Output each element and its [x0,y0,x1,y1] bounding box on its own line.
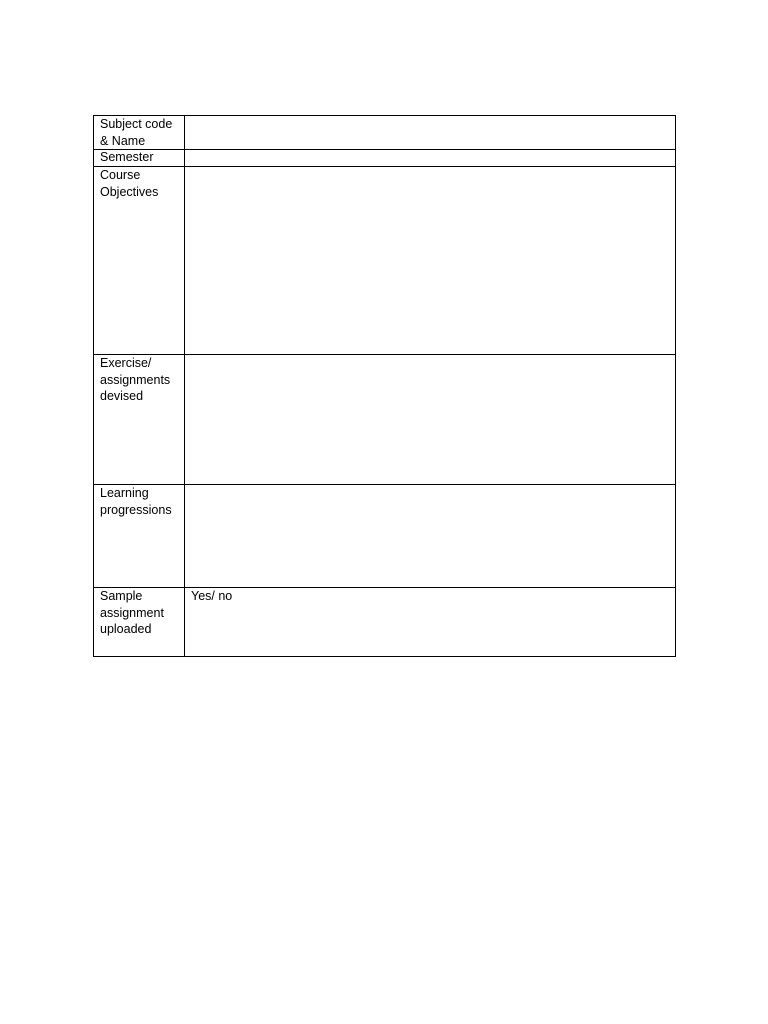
exercise-assignments-label: Exercise/ assignments devised [100,356,171,403]
course-objectives-label: Course Objectives [100,168,159,199]
table-row-course-objectives [94,167,676,355]
semester-label-cell [94,150,185,167]
semester-value-cell[interactable] [185,150,676,167]
course-objectives-label-cell [94,167,185,355]
learning-progressions-label-cell [94,485,185,588]
course-objectives-value-cell[interactable] [185,167,676,355]
table-row-sample-assignment [94,588,676,657]
subject-label-cell [94,116,185,150]
subject-value-cell[interactable] [185,116,676,150]
exercise-assignments-label-cell [94,355,185,485]
table-row-subject [94,116,676,150]
exercise-assignments-value-cell[interactable] [185,355,676,485]
subject-label: Subject code & Name [100,117,173,148]
table-row-exercise-assignments [94,355,676,485]
sample-assignment-label: Sample assignment uploaded [100,589,164,636]
table-row-semester [94,150,676,167]
sample-assignment-value-cell[interactable]: Yes/ no [185,588,676,657]
learning-progressions-label: Learning progressions [100,486,172,517]
course-details-table [93,115,676,657]
semester-label: Semester [100,150,154,164]
table-row-learning-progressions [94,485,676,588]
sample-assignment-label-cell [94,588,185,657]
learning-progressions-value-cell[interactable] [185,485,676,588]
